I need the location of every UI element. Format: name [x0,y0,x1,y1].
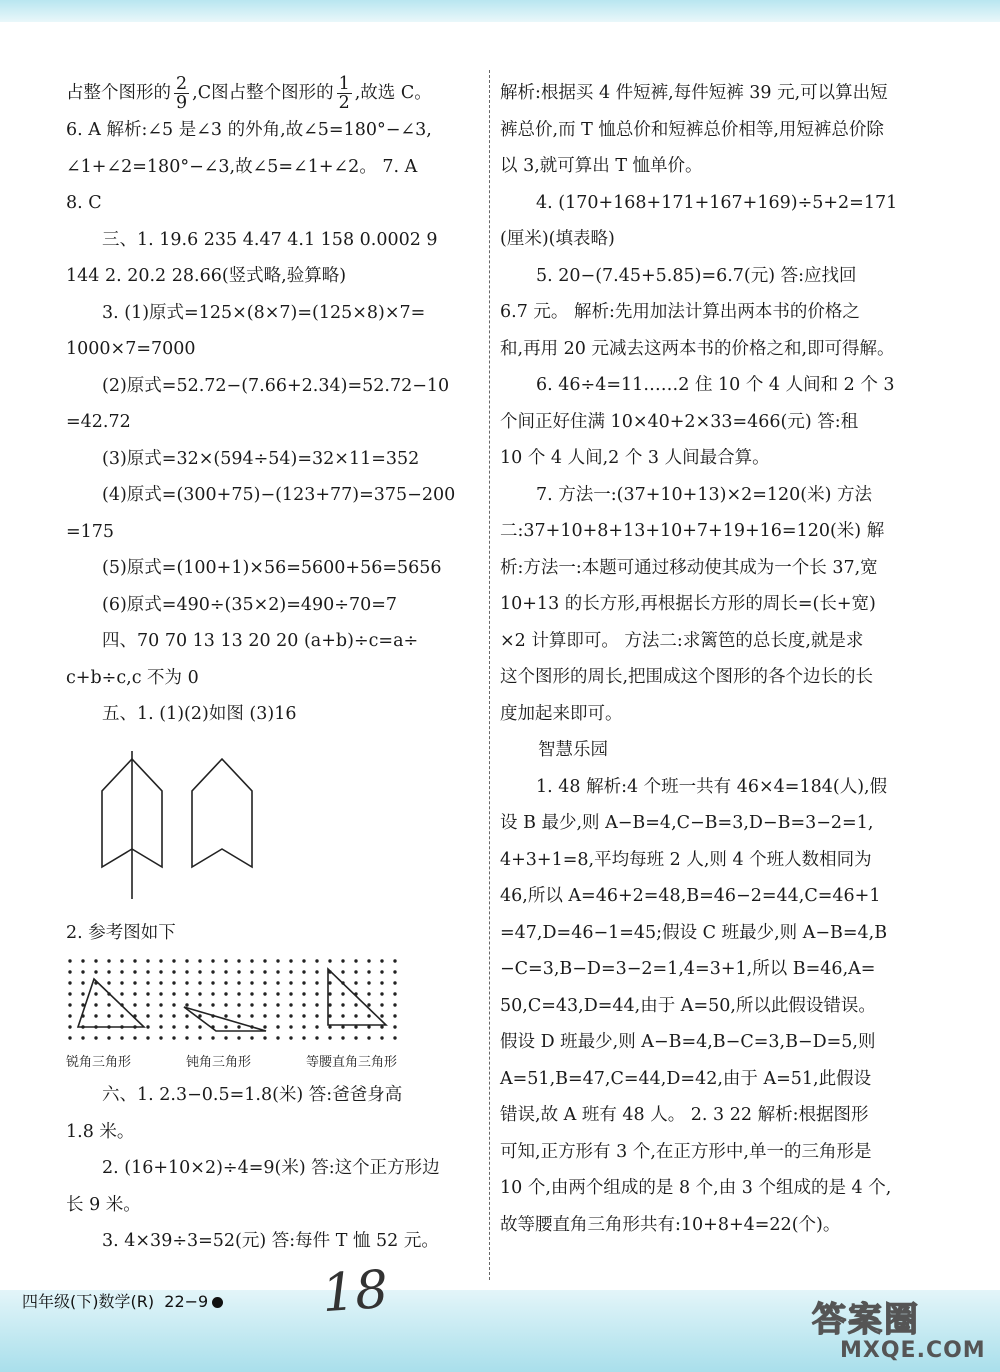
answer-line: =175 [66,521,115,542]
grid-dot [276,1014,279,1017]
answer-line: 错误,故 A 班有 48 人。 2. 3 22 解析:根据图形 [500,1105,869,1125]
grid-dot [250,1036,253,1039]
grid-dot [172,1025,175,1028]
denominator: 9 [176,93,188,113]
answer-line: 6.7 元。 解析:先用加法计算出两本书的价格之 [500,302,860,322]
caption-obtuse: 钝角三角形 [186,1055,252,1070]
grid-dot [289,959,292,962]
answer-line: 假设 D 班最少,则 A−B=4,B−C=3,B−D=5,则 [500,1032,876,1052]
grid-dot [198,981,201,984]
grid-dot [380,1003,383,1006]
grid-dot [328,1025,331,1028]
grid-dot [172,970,175,973]
grid-dot [120,959,123,962]
grid-dot [81,1036,84,1039]
grid-dot [315,1036,318,1039]
page-footer [22,1289,223,1312]
grid-dot [237,1025,240,1028]
answer-line: (厘米)(填表略) [500,229,615,249]
answer-line: c+b÷c,c 不为 0 [66,667,199,688]
grid-dot [315,1025,318,1028]
grid-dot [380,992,383,995]
grid-dot [302,1014,305,1017]
grid-dot [276,992,279,995]
grid-dot [380,959,383,962]
grid-dot [198,1003,201,1006]
answer-line: 8. C [66,193,102,213]
grid-dot [393,1036,396,1039]
dot-grid-triangles [66,955,416,1047]
answer-line: 长 9 米。 [66,1194,141,1215]
grid-dot [120,970,123,973]
section-3-line: 三、1. 19.6 235 4.47 4.1 158 0.0002 9 [102,229,438,250]
grid-dot [146,981,149,984]
section-5-line: 五、1. (1)(2)如图 (3)16 [102,704,297,724]
section-4-line: 四、70 70 13 13 20 20 (a+b)÷c=a÷ [102,631,419,651]
grid-dot [393,970,396,973]
grid-dot [81,992,84,995]
grid-dot [289,992,292,995]
grid-dot [237,970,240,973]
grid-dot [328,1036,331,1039]
grid-dot [263,1025,266,1028]
answer-line: 析:方法一:本题可通过移动使其成为一个长 37,宽 [500,557,878,578]
grid-dot [354,1003,357,1006]
grid-dot [81,981,84,984]
grid-dot [354,981,357,984]
grid-dot [341,970,344,973]
answer-line: 1000×7=7000 [66,339,196,359]
grid-dot [198,1025,201,1028]
grid-dot [367,992,370,995]
grid-dot [211,981,214,984]
answer-line: 10 个 4 人间,2 个 3 人间最合算。 [500,448,770,468]
grid-dot [198,1036,201,1039]
grid-dot [68,970,71,973]
answer-line: 二:37+10+8+13+10+7+19+16=120(米) 解 [500,521,885,541]
grid-dot [237,1036,240,1039]
top-color-band [0,0,1000,22]
grid-dot [263,1003,266,1006]
answer-line: 5. 20−(7.45+5.85)=6.7(元) 答:应找回 [536,265,857,286]
answer-line: 2. (16+10×2)÷4=9(米) 答:这个正方形边 [102,1158,440,1178]
grid-dot [120,1014,123,1017]
grid-dot [380,1036,383,1039]
grid-dot [289,970,292,973]
grid-dot [185,1003,188,1006]
grid-dot [159,992,162,995]
grid-dot [133,981,136,984]
grid-dot [224,959,227,962]
grid-dot [120,992,123,995]
grid-dot [341,1003,344,1006]
answer-line: 144 2. 20.2 28.66(竖式略,验算略) [66,266,347,286]
grid-dot [276,1003,279,1006]
grid-dot [315,1014,318,1017]
grid-dot [224,1036,227,1039]
grid-dot [328,992,331,995]
grid-dot [328,1003,331,1006]
grid-dot [159,1003,162,1006]
grid-dot [185,1025,188,1028]
grid-dot [107,970,110,973]
grid-dot [393,1003,396,1006]
grid-dot [198,992,201,995]
grid-dot [146,970,149,973]
grid-dot [367,981,370,984]
answer-line: 10 个,由两个组成的是 8 个,由 3 个组成的是 4 个, [500,1178,892,1198]
grid-dot [302,981,305,984]
grid-dot [211,970,214,973]
grid-dot [211,1003,214,1006]
text: ,故选 C。 [354,83,432,103]
denominator: 2 [338,93,350,113]
answer-line: −C=3,B−D=3−2=1,4=3+1,所以 B=46,A= [500,959,876,979]
grid-dot [107,981,110,984]
grid-dot [341,1025,344,1028]
caption-isosceles-right: 等腰直角三角形 [306,1055,398,1070]
grid-dot [81,959,84,962]
grid-dot [302,1025,305,1028]
grid-dot [185,992,188,995]
text: ,C图占整个图形的 [192,83,334,103]
grid-dot [237,1003,240,1006]
grid-dot [341,1014,344,1017]
watermark-logo [800,1292,986,1368]
grid-dot [68,992,71,995]
grid-dot [263,1036,266,1039]
footer-dot-icon [212,1297,223,1308]
section-heading-zhihui-leyuan: 智慧乐园 [538,740,608,760]
grid-dot [315,959,318,962]
answer-line: ×2 计算即可。 方法二:求篱笆的总长度,就是求 [500,630,864,651]
answer-line: 这个图形的周长,把围成这个图形的各个边长的长 [500,667,874,687]
grid-dot [68,981,71,984]
grid-dot [341,1036,344,1039]
grid-dot [159,1036,162,1039]
grid-dot [276,1025,279,1028]
caption-acute: 锐角三角形 [66,1055,132,1070]
grid-dot [276,970,279,973]
symmetry-figures [66,741,366,901]
grid-dot [237,981,240,984]
answer-line: 和,再用 20 元减去这两本书的价格之和,即可得解。 [500,338,895,359]
answer-line: (6)原式=490÷(35×2)=490÷70=7 [102,594,398,615]
grid-dot [354,959,357,962]
grid-dot [328,959,331,962]
grid-dot [224,1025,227,1028]
acute-triangle [78,979,144,1027]
right-column [500,75,904,1243]
answer-line: =47,D=46−1=45;假设 C 班最少,则 A−B=4,B [500,922,888,943]
grid-dot [94,1014,97,1017]
answer-line: =42.72 [66,412,131,432]
grid-dot [107,959,110,962]
grid-dot [172,992,175,995]
fraction-2-9 [174,75,189,112]
grid-dot [159,970,162,973]
watermark-title: 答案圈 [812,1300,920,1340]
grid-dot [237,992,240,995]
grid-dot [380,981,383,984]
grid-dot [94,992,97,995]
grid-dot [289,981,292,984]
answer-line: 4. (170+168+171+167+169)÷5+2=171 [536,192,898,213]
grid-dot [302,970,305,973]
grid-dot [81,970,84,973]
grid-dot [367,1014,370,1017]
answer-line: 4+3+1=8,平均每班 2 人,则 4 个班人数相同为 [500,849,872,870]
answer-line: 6. A 解析:∠5 是∠3 的外角,故∠5=180°−∠3, [66,120,432,140]
grid-dot [224,992,227,995]
grid-dot [146,1014,149,1017]
answer-line: 度加起来即可。 [500,703,623,724]
grid-dot [341,959,344,962]
grid-dot [250,1003,253,1006]
answer-line: (4)原式=(300+75)−(123+77)=375−200 [102,485,456,505]
grid-dot [172,959,175,962]
grid-dot [107,1036,110,1039]
grid-dot [354,970,357,973]
grid-dot [185,1014,188,1017]
grid-dot [354,1025,357,1028]
grid-dot [146,1003,149,1006]
grid-dot [211,1036,214,1039]
grid-dot [354,1014,357,1017]
grid-dot [146,1025,149,1028]
answer-line [66,75,471,112]
answer-line: (2)原式=52.72−(7.66+2.34)=52.72−10 [102,375,450,396]
grid-dot [354,1036,357,1039]
grid-dot [107,1003,110,1006]
grid-dot [146,959,149,962]
answer-line: (3)原式=32×(594÷54)=32×11=352 [102,448,420,469]
left-column [66,75,471,1260]
grid-dot [302,959,305,962]
numerator: 2 [176,74,188,94]
grid-dot [172,981,175,984]
answer-line: 1. 48 解析:4 个班一共有 46×4=184(人),假 [536,776,888,797]
grid-dot [263,992,266,995]
grid-dot [250,992,253,995]
grid-dot [159,981,162,984]
answer-line: 2. 参考图如下 [66,922,176,943]
grid-dot [367,970,370,973]
grid-dot [380,1014,383,1017]
grid-dot [393,1025,396,1028]
grid-dot [94,1036,97,1039]
grid-dot [263,970,266,973]
section-6-line: 六、1. 2.3−0.5=1.8(米) 答:爸爸身高 [102,1085,403,1105]
grid-dot [133,959,136,962]
grid-dot [120,981,123,984]
grid-dot [302,992,305,995]
grid-dot [328,1014,331,1017]
handwritten-page-number: 18 [319,1259,391,1325]
grid-dot [146,1036,149,1039]
grid-dot [263,981,266,984]
page-number: 22−9 [164,1292,209,1311]
grid-dot [133,992,136,995]
answer-line: 7. 方法一:(37+10+13)×2=120(米) 方法 [536,484,873,505]
grid-dot [263,1014,266,1017]
grid-dot [276,1036,279,1039]
text: 占整个图形的 [66,83,171,103]
grid-dot [341,992,344,995]
fraction-1-2 [337,75,352,112]
grid-dot [224,970,227,973]
grid-dot [315,981,318,984]
grid-dot [94,1003,97,1006]
grid-dot [133,970,136,973]
grid-dot [68,1036,71,1039]
grid-dot [302,1036,305,1039]
grid-dot [146,992,149,995]
answer-line: 6. 46÷4=11……2 住 10 个 4 人间和 2 个 3 [536,375,895,395]
grid-dot [185,970,188,973]
grid-dot [133,1003,136,1006]
grid-dot [315,1003,318,1006]
answer-line: 个间正好住满 10×40+2×33=466(元) 答:租 [500,411,859,432]
answer-line: 3. (1)原式=125×(8×7)=(125×8)×7= [102,302,426,323]
grid-dot [68,1003,71,1006]
grid-dot [276,981,279,984]
answer-line: ∠1+∠2=180°−∠3,故∠5=∠1+∠2。 7. A [66,156,418,177]
grid-dot [367,959,370,962]
answer-line: 裤总价,而 T 恤总价和短裤总价相等,用短裤总价除 [500,119,884,140]
triangle-captions [66,1049,471,1077]
grid-dot [250,959,253,962]
grid-dot [315,970,318,973]
watermark-url: MXQE.COM [840,1338,986,1363]
grid-dot [380,970,383,973]
answer-line: 46,所以 A=46+2=48,B=46−2=44,C=46+1 [500,886,881,906]
grid-dot [393,959,396,962]
grid-dot [250,981,253,984]
grid-dot [159,1014,162,1017]
grid-dot [380,1025,383,1028]
answer-line: 10+13 的长方形,再根据长方形的周长=(长+宽) [500,594,876,614]
grid-dot [367,1036,370,1039]
answer-line: 50,C=43,D=44,由于 A=50,所以此假设错误。 [500,995,876,1016]
grid-dot [185,959,188,962]
grid-dot [185,1036,188,1039]
grid-dot [276,959,279,962]
grid-dot [237,959,240,962]
grid-dot [250,1014,253,1017]
grid-dot [367,1025,370,1028]
answer-line: A=51,B=47,C=44,D=42,由于 A=51,此假设 [500,1068,872,1089]
answer-line: 可知,正方形有 3 个,在正方形中,单一的三角形是 [500,1141,872,1162]
grid-dot [237,1014,240,1017]
grid-dot [94,970,97,973]
grid-dot [172,1036,175,1039]
grid-dot [68,1025,71,1028]
grid-dot [211,959,214,962]
grid-dot [224,1003,227,1006]
grid-dot [211,992,214,995]
grid-dot [250,970,253,973]
grid-dot [302,1003,305,1006]
grid-dot [159,1025,162,1028]
grid-dot [172,1014,175,1017]
symmetry-shape-2 [192,759,252,867]
grid-dot [393,981,396,984]
column-divider [489,70,490,1280]
grid-dot [224,1014,227,1017]
grid-dot [328,981,331,984]
grid-dot [289,1036,292,1039]
grid-dot [185,981,188,984]
grid-dot [68,1014,71,1017]
grid-dot [107,1014,110,1017]
numerator: 1 [338,74,350,94]
grid-dot [263,959,266,962]
grid-dot [120,1036,123,1039]
grid-dot [198,959,201,962]
grid-dot [393,1014,396,1017]
answer-line: 3. 4×39÷3=52(元) 答:每件 T 恤 52 元。 [102,1231,439,1251]
grid-dot [224,981,227,984]
answer-line: 解析:根据买 4 件短裤,每件短裤 39 元,可以算出短 [500,83,888,103]
grid-dot [393,992,396,995]
grid-dot [198,970,201,973]
answer-line: 以 3,就可算出 T 恤单价。 [500,156,703,176]
footer-label: 四年级(下)数学(R) [22,1292,155,1311]
answer-line: 设 B 最少,则 A−B=4,C−B=3,D−B=3−2=1, [500,813,874,833]
grid-dot [94,959,97,962]
answer-line: (5)原式=(100+1)×56=5600+56=5656 [102,558,442,578]
grid-dot [172,1003,175,1006]
grid-dot [289,1014,292,1017]
grid-dot [289,1025,292,1028]
answer-line: 故等腰直角三角形共有:10+8+4=22(个)。 [500,1214,841,1235]
grid-dot [289,1003,292,1006]
grid-dot [68,959,71,962]
grid-dot [133,1036,136,1039]
answer-line: 1.8 米。 [66,1121,135,1142]
grid-dot [315,992,318,995]
grid-dot [367,1003,370,1006]
grid-dot [159,959,162,962]
